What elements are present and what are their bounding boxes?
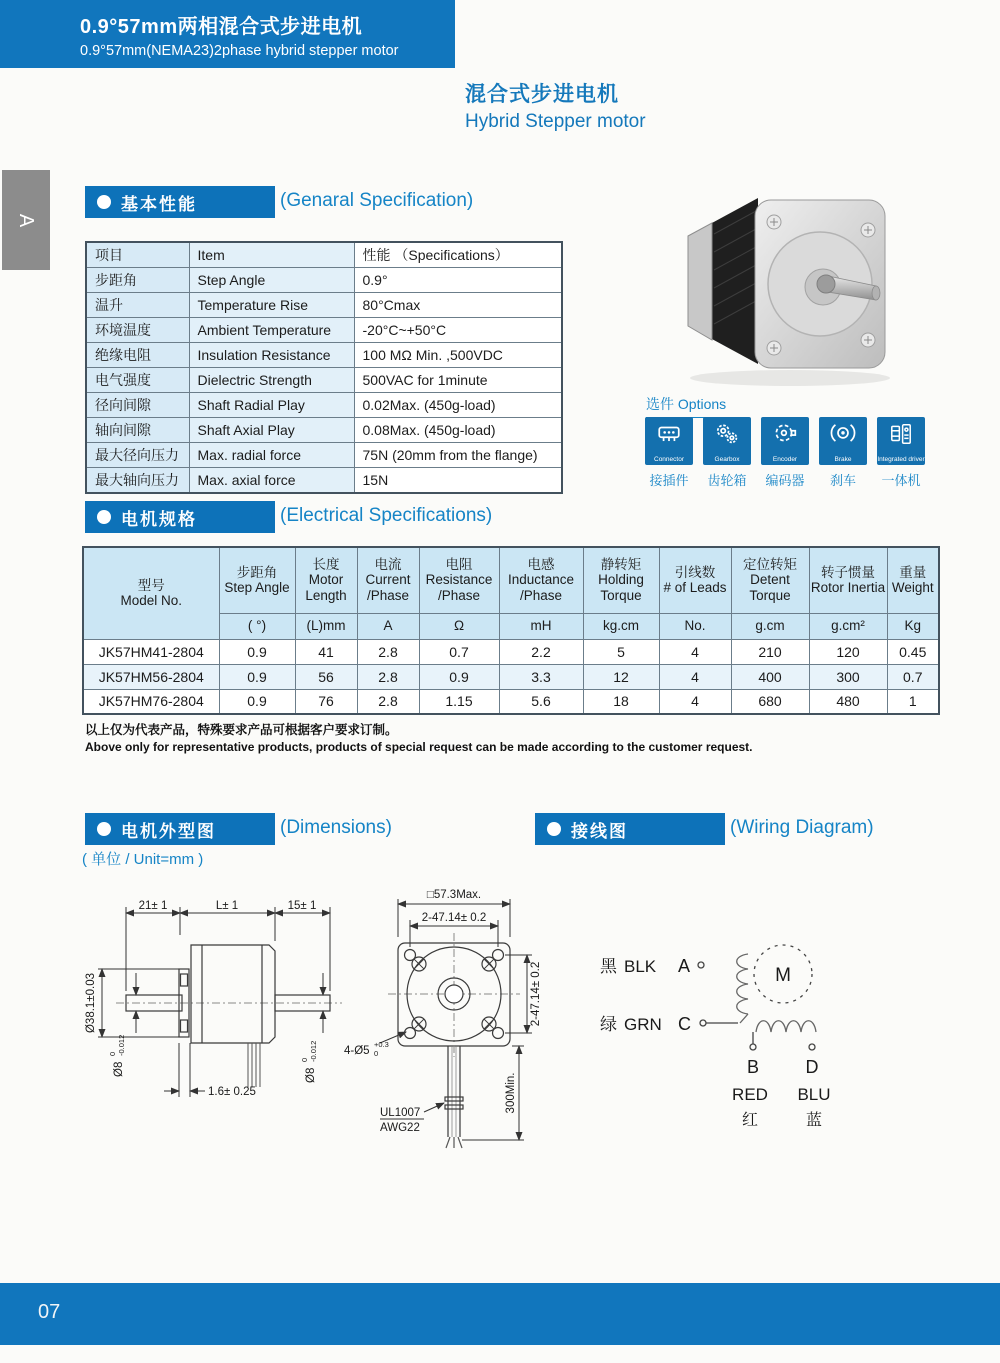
column-header	[83, 547, 219, 639]
unit-note: ( 单位 / Unit=mm )	[82, 851, 204, 868]
column-header	[357, 547, 419, 613]
table-cell: 76	[295, 689, 357, 714]
dim-body-length: L± 1	[215, 900, 239, 912]
dim-front-shaft-length: 21± 1	[138, 900, 168, 912]
spec-cell: 温升	[86, 293, 189, 318]
spec-cell: 性能 （Specifications）	[354, 242, 562, 268]
unit-cell: g.cm²	[809, 613, 887, 639]
section-general-title-zh: 基本性能	[121, 194, 197, 214]
spec-cell: Dielectric Strength	[189, 368, 354, 393]
table-cell: 0.9	[419, 664, 499, 689]
integrated-driver-icon	[877, 417, 925, 465]
spec-cell: 环境温度	[86, 318, 189, 343]
page-title-zh: 0.9°57mm两相混合式步进电机	[80, 16, 363, 38]
terminal-b-label: B	[746, 1057, 760, 1077]
table-cell: 4	[659, 639, 731, 664]
table-cell: 41	[295, 639, 357, 664]
table-cell: 18	[583, 689, 659, 714]
column-header	[295, 547, 357, 613]
unit-cell: A	[357, 613, 419, 639]
spec-cell: 15N	[354, 468, 562, 494]
table-cell: 1.15	[419, 689, 499, 714]
dim-shaft-tol-bottom: -0.012	[117, 1034, 126, 1056]
unit-cell: ( °)	[219, 613, 295, 639]
table-cell: 680	[731, 689, 809, 714]
column-header	[219, 547, 295, 613]
table-cell: 0.9	[219, 639, 295, 664]
spec-cell: 步距角	[86, 268, 189, 293]
options-label: 选件 Options	[646, 394, 734, 418]
column-header-zh: 静转矩	[600, 556, 642, 572]
table-cell: 4	[659, 664, 731, 689]
column-header-en: Resistance /Phase	[425, 572, 493, 603]
wire-c-color-en: GRN	[624, 1015, 662, 1034]
column-header-en: Motor Length	[305, 572, 347, 603]
column-header-en: Detent Torque	[749, 572, 791, 603]
spec-row	[86, 443, 562, 468]
brake-icon	[819, 417, 867, 465]
column-header	[419, 547, 499, 613]
terminal-d-label: D	[805, 1057, 819, 1077]
spec-cell: 0.08Max. (450g-load)	[354, 418, 562, 443]
section-wiring-pill	[535, 813, 725, 845]
spec-row	[86, 242, 562, 268]
header-right	[465, 78, 646, 133]
dim-cable-length: 300Min.	[505, 1072, 517, 1114]
wire-d-color-en: BLU	[797, 1085, 831, 1104]
column-header-en: Model No.	[120, 593, 183, 609]
encoder-icon	[761, 417, 809, 465]
option-label-zh: 一体机	[881, 473, 921, 488]
dim-holes-tol-bottom: 0	[374, 1049, 379, 1058]
column-header	[887, 547, 939, 613]
column-header-en: Step Angle	[224, 580, 290, 596]
option-label-en: Gearbox	[714, 456, 740, 463]
table-cell: 300	[809, 664, 887, 689]
table-cell: 0.7	[887, 664, 939, 689]
spec-cell: Insulation Resistance	[189, 343, 354, 368]
dim-rear-shaft-diameter: Ø8	[305, 1067, 317, 1083]
option-label-en: Encoder	[772, 456, 798, 463]
table-cell: 210	[731, 639, 809, 664]
table-cell: JK57HM76-2804	[83, 689, 219, 714]
column-header-zh: 电感	[527, 556, 555, 572]
dimension-drawing	[80, 885, 620, 1155]
column-header-zh: 重量	[899, 564, 927, 580]
note-zh: 以上仅为代表产品，特殊要求产品可根据客户要求订制。	[85, 723, 398, 737]
column-header-zh: 定位转矩	[743, 556, 797, 572]
spec-row	[86, 368, 562, 393]
column-header-en: Holding Torque	[598, 572, 644, 603]
unit-cell: Kg	[887, 613, 939, 639]
wire-a-color-zh: 黑	[600, 957, 617, 976]
table-cell: 0.9	[219, 689, 295, 714]
note-block	[85, 720, 753, 754]
column-header	[731, 547, 809, 613]
section-dimensions-title-zh: 电机外型图	[121, 821, 216, 841]
table-cell: 4	[659, 689, 731, 714]
spec-cell: Max. axial force	[189, 468, 354, 494]
table-cell: 0.45	[887, 639, 939, 664]
dim-square-size: □57.3Max.	[426, 889, 482, 901]
dim-hole-pitch-horizontal: 2-47.14± 0.2	[421, 912, 487, 924]
column-header-zh: 引线数	[674, 564, 716, 580]
spec-cell: 75N (20mm from the flange)	[354, 443, 562, 468]
dim-pilot-diameter: Ø38.1±0.03	[85, 972, 97, 1034]
section-electrical-title-en: (Electrical Specifications)	[280, 505, 493, 526]
note-en: Above only for representative products, products of special request can be made according to the customer request.	[85, 740, 753, 754]
bullet-icon	[97, 195, 111, 209]
column-header-zh: 步距角	[236, 564, 278, 580]
column-header	[583, 547, 659, 613]
terminal-a-label: A	[678, 956, 691, 976]
terminal-c-label: C	[678, 1014, 691, 1034]
section-electrical-pill	[85, 501, 275, 533]
spec-cell: Temperature Rise	[189, 293, 354, 318]
option-label-en: Integrated driver	[877, 456, 925, 463]
dim-hole-pitch-vertical: 2-47.14± 0.2	[530, 961, 542, 1027]
table-cell: 0.9	[219, 664, 295, 689]
dim-holes-tol-top: +0.3	[374, 1040, 389, 1049]
general-spec-table	[85, 241, 563, 494]
wire-b-color-zh: 红	[741, 1112, 759, 1129]
wire-a-color-en: BLK	[624, 957, 657, 976]
page-number: 07	[38, 1301, 61, 1323]
spec-cell: Item	[189, 242, 354, 268]
column-header-en: Inductance /Phase	[507, 572, 575, 603]
spec-cell: 轴向间隙	[86, 418, 189, 443]
table-cell: 400	[731, 664, 809, 689]
unit-cell: mH	[499, 613, 583, 639]
dim-rear-tol-top: 0	[300, 1057, 309, 1062]
option-label-en: Connector	[654, 456, 684, 463]
table-cell: 5	[583, 639, 659, 664]
section-dimensions-title-en: (Dimensions)	[280, 817, 392, 838]
table-row	[83, 689, 939, 714]
spec-row	[86, 268, 562, 293]
spec-row	[86, 293, 562, 318]
table-cell: 5.6	[499, 689, 583, 714]
table-row	[83, 639, 939, 664]
column-header-zh: 电流	[374, 556, 402, 572]
dim-shaft-diameter: Ø8	[113, 1061, 125, 1077]
dim-flange-thickness: 1.6± 0.25	[208, 1086, 256, 1098]
table-cell: 2.8	[357, 689, 419, 714]
spec-cell: -20°C~+50°C	[354, 318, 562, 343]
option-label-zh: 刹车	[829, 473, 856, 488]
elec-table-body	[83, 639, 939, 714]
spec-cell: 电气强度	[86, 368, 189, 393]
spec-cell: Ambient Temperature	[189, 318, 354, 343]
unit-cell: kg.cm	[583, 613, 659, 639]
column-header-zh: 电阻	[445, 556, 473, 572]
option-item	[761, 417, 809, 489]
spec-cell: 0.9°	[354, 268, 562, 293]
column-header-en: Rotor Inertia	[810, 580, 886, 596]
column-header	[499, 547, 583, 613]
unit-cell: No.	[659, 613, 731, 639]
wiring-diagram	[598, 932, 898, 1137]
option-label-zh: 齿轮箱	[707, 473, 747, 488]
spec-row	[86, 418, 562, 443]
section-general-pill	[85, 186, 275, 218]
unit-cell: Ω	[419, 613, 499, 639]
electrical-spec-table	[82, 546, 940, 715]
spec-cell: 500VAC for 1minute	[354, 368, 562, 393]
table-cell: 3.3	[499, 664, 583, 689]
spec-cell: Max. radial force	[189, 443, 354, 468]
table-cell: JK57HM56-2804	[83, 664, 219, 689]
sidebar-index-tab	[2, 170, 50, 270]
page-title-en: 0.9°57mm(NEMA23)2phase hybrid stepper motor	[80, 43, 399, 59]
connector-icon	[645, 417, 693, 465]
header-banner	[0, 0, 455, 68]
spec-cell: 100 MΩ Min. ,500VDC	[354, 343, 562, 368]
table-cell: 480	[809, 689, 887, 714]
table-cell: 120	[809, 639, 887, 664]
table-cell: 2.8	[357, 664, 419, 689]
wire-b-color-en: RED	[732, 1085, 768, 1104]
options-row	[645, 417, 925, 489]
general-table-body	[86, 242, 562, 493]
gearbox-icon	[703, 417, 751, 465]
option-label-en: Brake	[834, 456, 852, 463]
motor-photo	[650, 168, 920, 393]
dim-shaft-tol-top: 0	[108, 1051, 117, 1056]
bullet-icon	[97, 822, 111, 836]
spec-cell: Shaft Axial Play	[189, 418, 354, 443]
spec-cell: 项目	[86, 242, 189, 268]
dim-rear-tol-bottom: -0.012	[309, 1040, 318, 1062]
unit-cell: (L)mm	[295, 613, 357, 639]
motor-symbol-label: M	[775, 965, 791, 986]
wire-d-color-zh: 蓝	[805, 1112, 823, 1129]
spec-cell: Step Angle	[189, 268, 354, 293]
option-item	[877, 417, 925, 489]
spec-row	[86, 393, 562, 418]
column-header-zh: 长度	[312, 556, 340, 572]
section-dimensions-pill	[85, 813, 275, 845]
category-title-zh: 混合式步进电机	[465, 83, 619, 106]
column-header-en: Current /Phase	[365, 572, 411, 603]
spec-cell: 绝缘电阻	[86, 343, 189, 368]
column-header	[809, 547, 887, 613]
wire-c-color-zh: 绿	[600, 1015, 617, 1034]
wire-spec-line2: AWG22	[380, 1122, 420, 1134]
dim-rear-shaft-length: 15± 1	[287, 900, 317, 912]
spec-cell: 最大径向压力	[86, 443, 189, 468]
option-item	[819, 417, 867, 489]
table-cell: JK57HM41-2804	[83, 639, 219, 664]
option-item	[645, 417, 693, 489]
unit-cell: g.cm	[731, 613, 809, 639]
column-header	[659, 547, 731, 613]
spec-cell: 80°Cmax	[354, 293, 562, 318]
table-row	[83, 664, 939, 689]
spec-cell: 径向间隙	[86, 393, 189, 418]
wire-spec-line1: UL1007	[380, 1107, 421, 1119]
option-label-zh: 编码器	[765, 473, 805, 488]
option-label-zh: 接插件	[649, 473, 689, 488]
spec-cell: 最大轴向压力	[86, 468, 189, 494]
category-title-en: Hybrid Stepper motor	[465, 111, 646, 132]
spec-cell: 0.02Max. (450g-load)	[354, 393, 562, 418]
dim-mounting-holes: 4-Ø5	[344, 1045, 370, 1057]
section-electrical-title-zh: 电机规格	[121, 509, 197, 529]
table-cell: 0.7	[419, 639, 499, 664]
spec-row	[86, 343, 562, 368]
spec-row	[86, 468, 562, 494]
column-header-en: Weight	[891, 580, 934, 596]
bullet-icon	[97, 510, 111, 524]
spec-cell: Shaft Radial Play	[189, 393, 354, 418]
spec-row	[86, 318, 562, 343]
section-general-title-en: (Genaral Specification)	[280, 190, 474, 211]
table-cell: 12	[583, 664, 659, 689]
section-wiring-title-en: (Wiring Diagram)	[730, 817, 874, 838]
section-wiring-title-zh: 接线图	[571, 821, 628, 841]
column-header-zh: 型号	[137, 577, 165, 593]
elec-head-row	[83, 547, 939, 613]
table-cell: 1	[887, 689, 939, 714]
footer-bar	[0, 1283, 1000, 1345]
column-header-zh: 转子惯量	[821, 564, 875, 580]
table-cell: 2.2	[499, 639, 583, 664]
table-cell: 56	[295, 664, 357, 689]
table-cell: 2.8	[357, 639, 419, 664]
column-header-en: # of Leads	[663, 580, 727, 596]
bullet-icon	[547, 822, 561, 836]
option-item	[703, 417, 751, 489]
sidebar-index-letter: A	[15, 213, 38, 227]
